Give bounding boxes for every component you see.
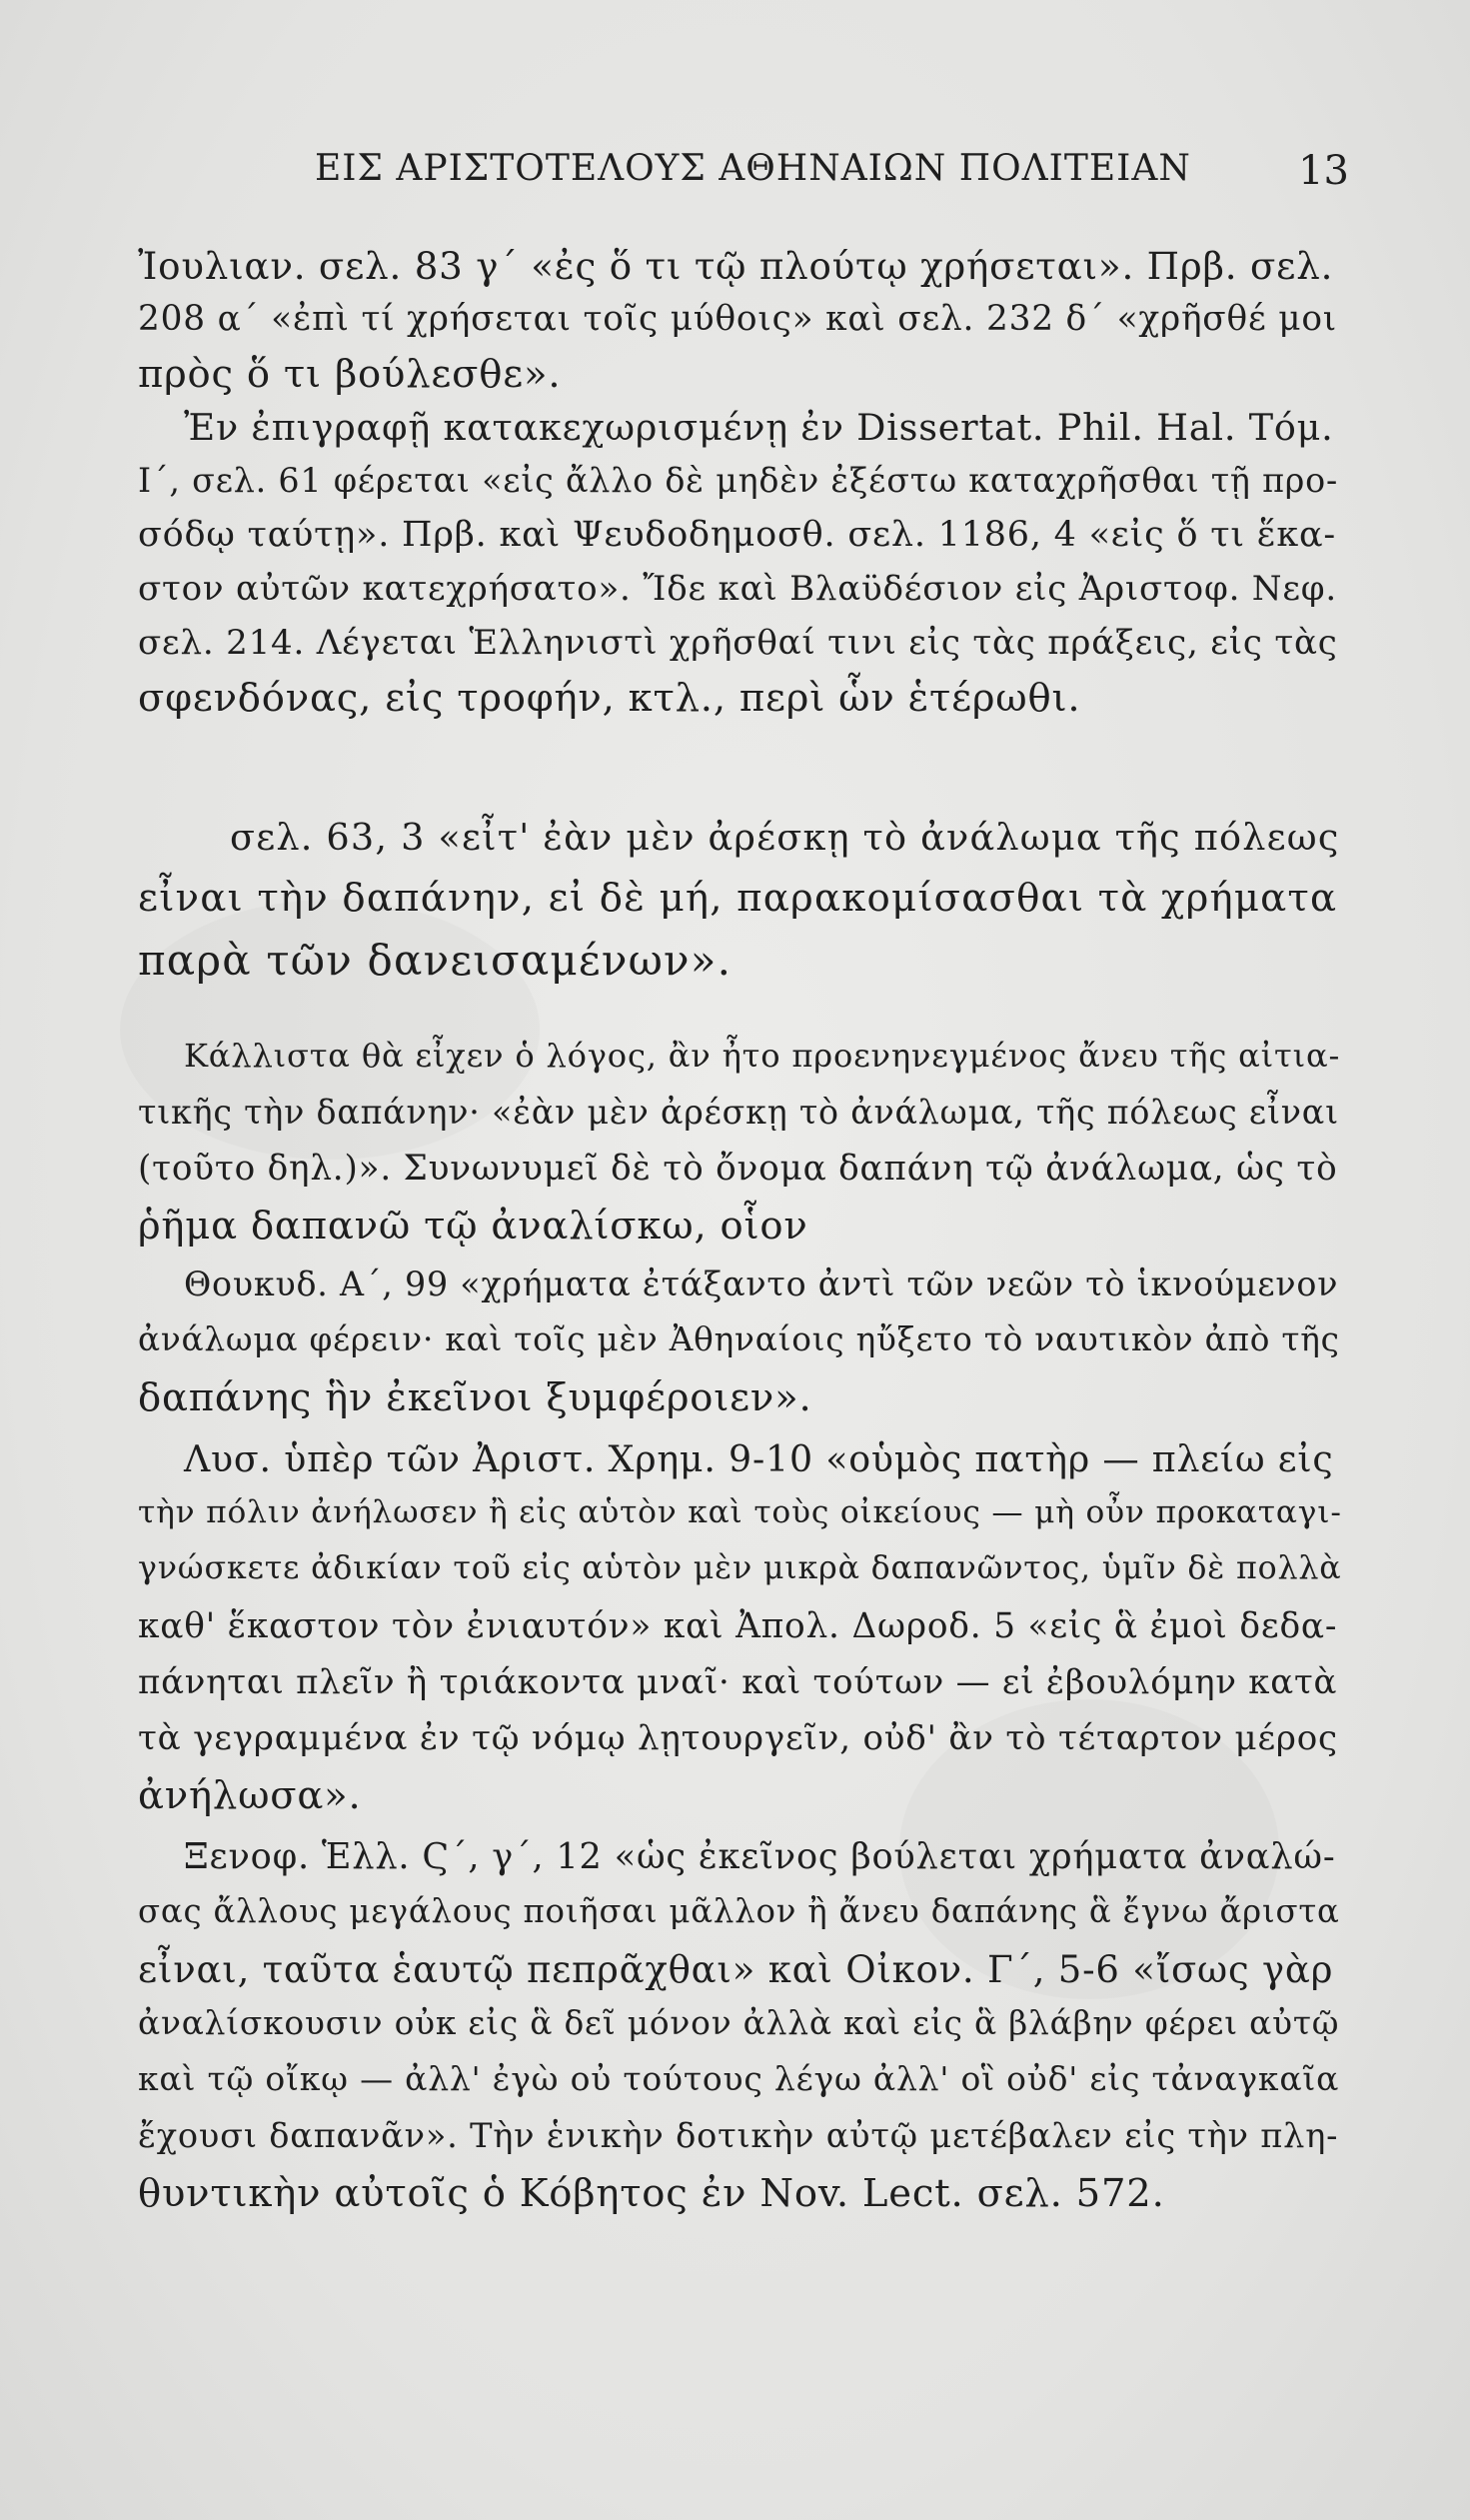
text-line: σας ἄλλους μεγάλους ποιῆσαι μᾶλλον ἢ ἄνευ δαπάνης ἃ ἔγνω ἄριστα — [138, 1892, 1340, 1930]
text-line: ἀναλίσκουσιν οὐκ εἰς ἃ δεῖ μόνον ἀλλὰ καὶ εἰς ἃ βλάβην φέρει αὐτῷ — [138, 2004, 1340, 2042]
text-line: Ξενοφ. Ἑλλ. Ϛ΄, γ΄, 12 «ὡς ἐκεῖνος βούλεται χρήματα ἀναλώ- — [184, 1836, 1336, 1877]
text-line: τὴν πόλιν ἀνήλωσεν ἢ εἰς αὑτὸν καὶ τοὺς οἰκείους — μὴ οὖν προκαταγι- — [138, 1494, 1342, 1530]
text-line: Κάλλιστα θὰ εἶχεν ὁ λόγος, ἂν ἦτο προενηνεγμένος ἄνευ τῆς αἰτια- — [184, 1037, 1341, 1075]
text-line: Ἐν ἐπιγραφῇ κατακεχωρισμένῃ ἐν Dissertat. Phil. Hal. Τόμ. — [184, 406, 1334, 449]
text-line: καθ' ἕκαστον τὸν ἐνιαυτόν» καὶ Ἀπολ. Δωροδ. 5 «εἰς ἃ ἐμοὶ δεδα- — [138, 1606, 1338, 1646]
text-line: ῥῆμα δαπανῶ τῷ ἀναλίσκω, οἷον — [138, 1204, 808, 1249]
text-line: (τοῦτο δηλ.)». Συνωνυμεῖ δὲ τὸ ὄνομα δαπάνη τῷ ἀνάλωμα, ὡς τὸ — [138, 1149, 1338, 1189]
text-line: εἶναι τὴν δαπάνην, εἰ δὲ μή, παρακομίσασθαι τὰ χρήματα — [138, 876, 1338, 921]
text-line: πρὸς ὅ τι βούλεσθε». — [138, 352, 562, 397]
text-line: σελ. 214. Λέγεται Ἑλληνιστὶ χρῆσθαί τινι εἰς τὰς πράξεις, εἰς τὰς — [138, 623, 1338, 663]
running-head — [140, 148, 1349, 208]
text-line: ἀνάλωμα φέρειν· καὶ τοῖς μὲν Ἀθηναίοις ηὔξετο τὸ ναυτικὸν ἀπὸ τῆς — [138, 1320, 1340, 1358]
text-line: στον αὐτῶν κατεχρήσατο». Ἴδε καὶ Βλαϋδέσιον εἰς Ἀριστοφ. Νεφ. — [138, 569, 1338, 609]
text-line: ἀνήλωσα». — [138, 1773, 362, 1818]
text-line: Ι΄, σελ. 61 φέρεται «εἰς ἄλλο δὲ μηδὲν ἐξέστω καταχρῆσθαι τῇ προ- — [138, 461, 1339, 500]
running-title: ΕΙΣ ΑΡΙΣΤΟΤΕΛΟΥΣ ΑΘΗΝΑΙΩΝ ΠΟΛΙΤΕΙΑΝ — [315, 148, 1191, 189]
text-line: σφενδόνας, εἰς τροφήν, κτλ., περὶ ὧν ἑτέρωθι. — [138, 676, 1081, 721]
page-number: 13 — [1298, 148, 1349, 194]
text-line: τικῆς τὴν δαπάνην· «ἐὰν μὲν ἀρέσκῃ τὸ ἀνάλωμα, τῆς πόλεως εἶναι — [138, 1093, 1339, 1132]
text-line: ἔχουσι δαπανᾶν». Τὴν ἑνικὴν δοτικὴν αὐτῷ μετέβαλεν εἰς τὴν πλη- — [138, 2116, 1339, 2155]
text-line: Ἰουλιαν. σελ. 83 γ΄ «ἐς ὅ τι τῷ πλούτῳ χρήσεται». Πρβ. σελ. — [138, 245, 1334, 288]
text-line: σόδῳ ταύτῃ». Πρβ. καὶ Ψευδοδημοσθ. σελ. 1186, 4 «εἰς ὅ τι ἕκα- — [138, 515, 1336, 555]
text-line: καὶ τῷ οἴκῳ — ἀλλ' ἐγὼ οὐ τούτους λέγω ἀλλ' οἳ οὐδ' εἰς τἀναγκαῖα — [138, 2059, 1340, 2098]
text-line: Θουκυδ. Α΄, 99 «χρήματα ἐτάξαντο ἀντὶ τῶν νεῶν τὸ ἱκνούμενον — [184, 1264, 1339, 1303]
text-line: θυντικὴν αὐτοῖς ὁ Κόβητος ἐν Nov. Lect. σελ. 572. — [138, 2171, 1165, 2216]
text-line: παρὰ τῶν δανεισαμένων». — [138, 936, 733, 985]
text-line: τὰ γεγραμμένα ἐν τῷ νόμῳ λῃτουργεῖν, οὐδ' ἂν τὸ τέταρτον μέρος — [138, 1718, 1338, 1758]
text-line: πάνηται πλεῖν ἢ τριάκοντα μναῖ· καὶ τούτων — εἰ ἐβουλόμην κατὰ — [138, 1662, 1338, 1701]
text-line: Λυσ. ὑπὲρ τῶν Ἀριστ. Χρημ. 9-10 «οὑμὸς πατὴρ — πλείω εἰς — [184, 1437, 1334, 1480]
text-line: εἶναι, ταῦτα ἑαυτῷ πεπρᾶχθαι» καὶ Οἰκον. Γ΄, 5-6 «ἴσως γὰρ — [138, 1948, 1334, 1991]
text-line: δαπάνης ἣν ἐκεῖνοι ξυμφέροιεν». — [138, 1375, 812, 1420]
text-line: σελ. 63, 3 «εἶτ' ἐὰν μὲν ἀρέσκῃ τὸ ἀνάλωμα τῆς πόλεως — [230, 816, 1340, 859]
text-line: γνώσκετε ἀδικίαν τοῦ εἰς αὑτὸν μὲν μικρὰ δαπανῶντος, ὑμῖν δὲ πολλὰ — [138, 1550, 1342, 1586]
text-line: 208 α΄ «ἐπὶ τί χρήσεται τοῖς μύθοις» καὶ σελ. 232 δ΄ «χρῆσθέ μοι — [138, 299, 1338, 339]
